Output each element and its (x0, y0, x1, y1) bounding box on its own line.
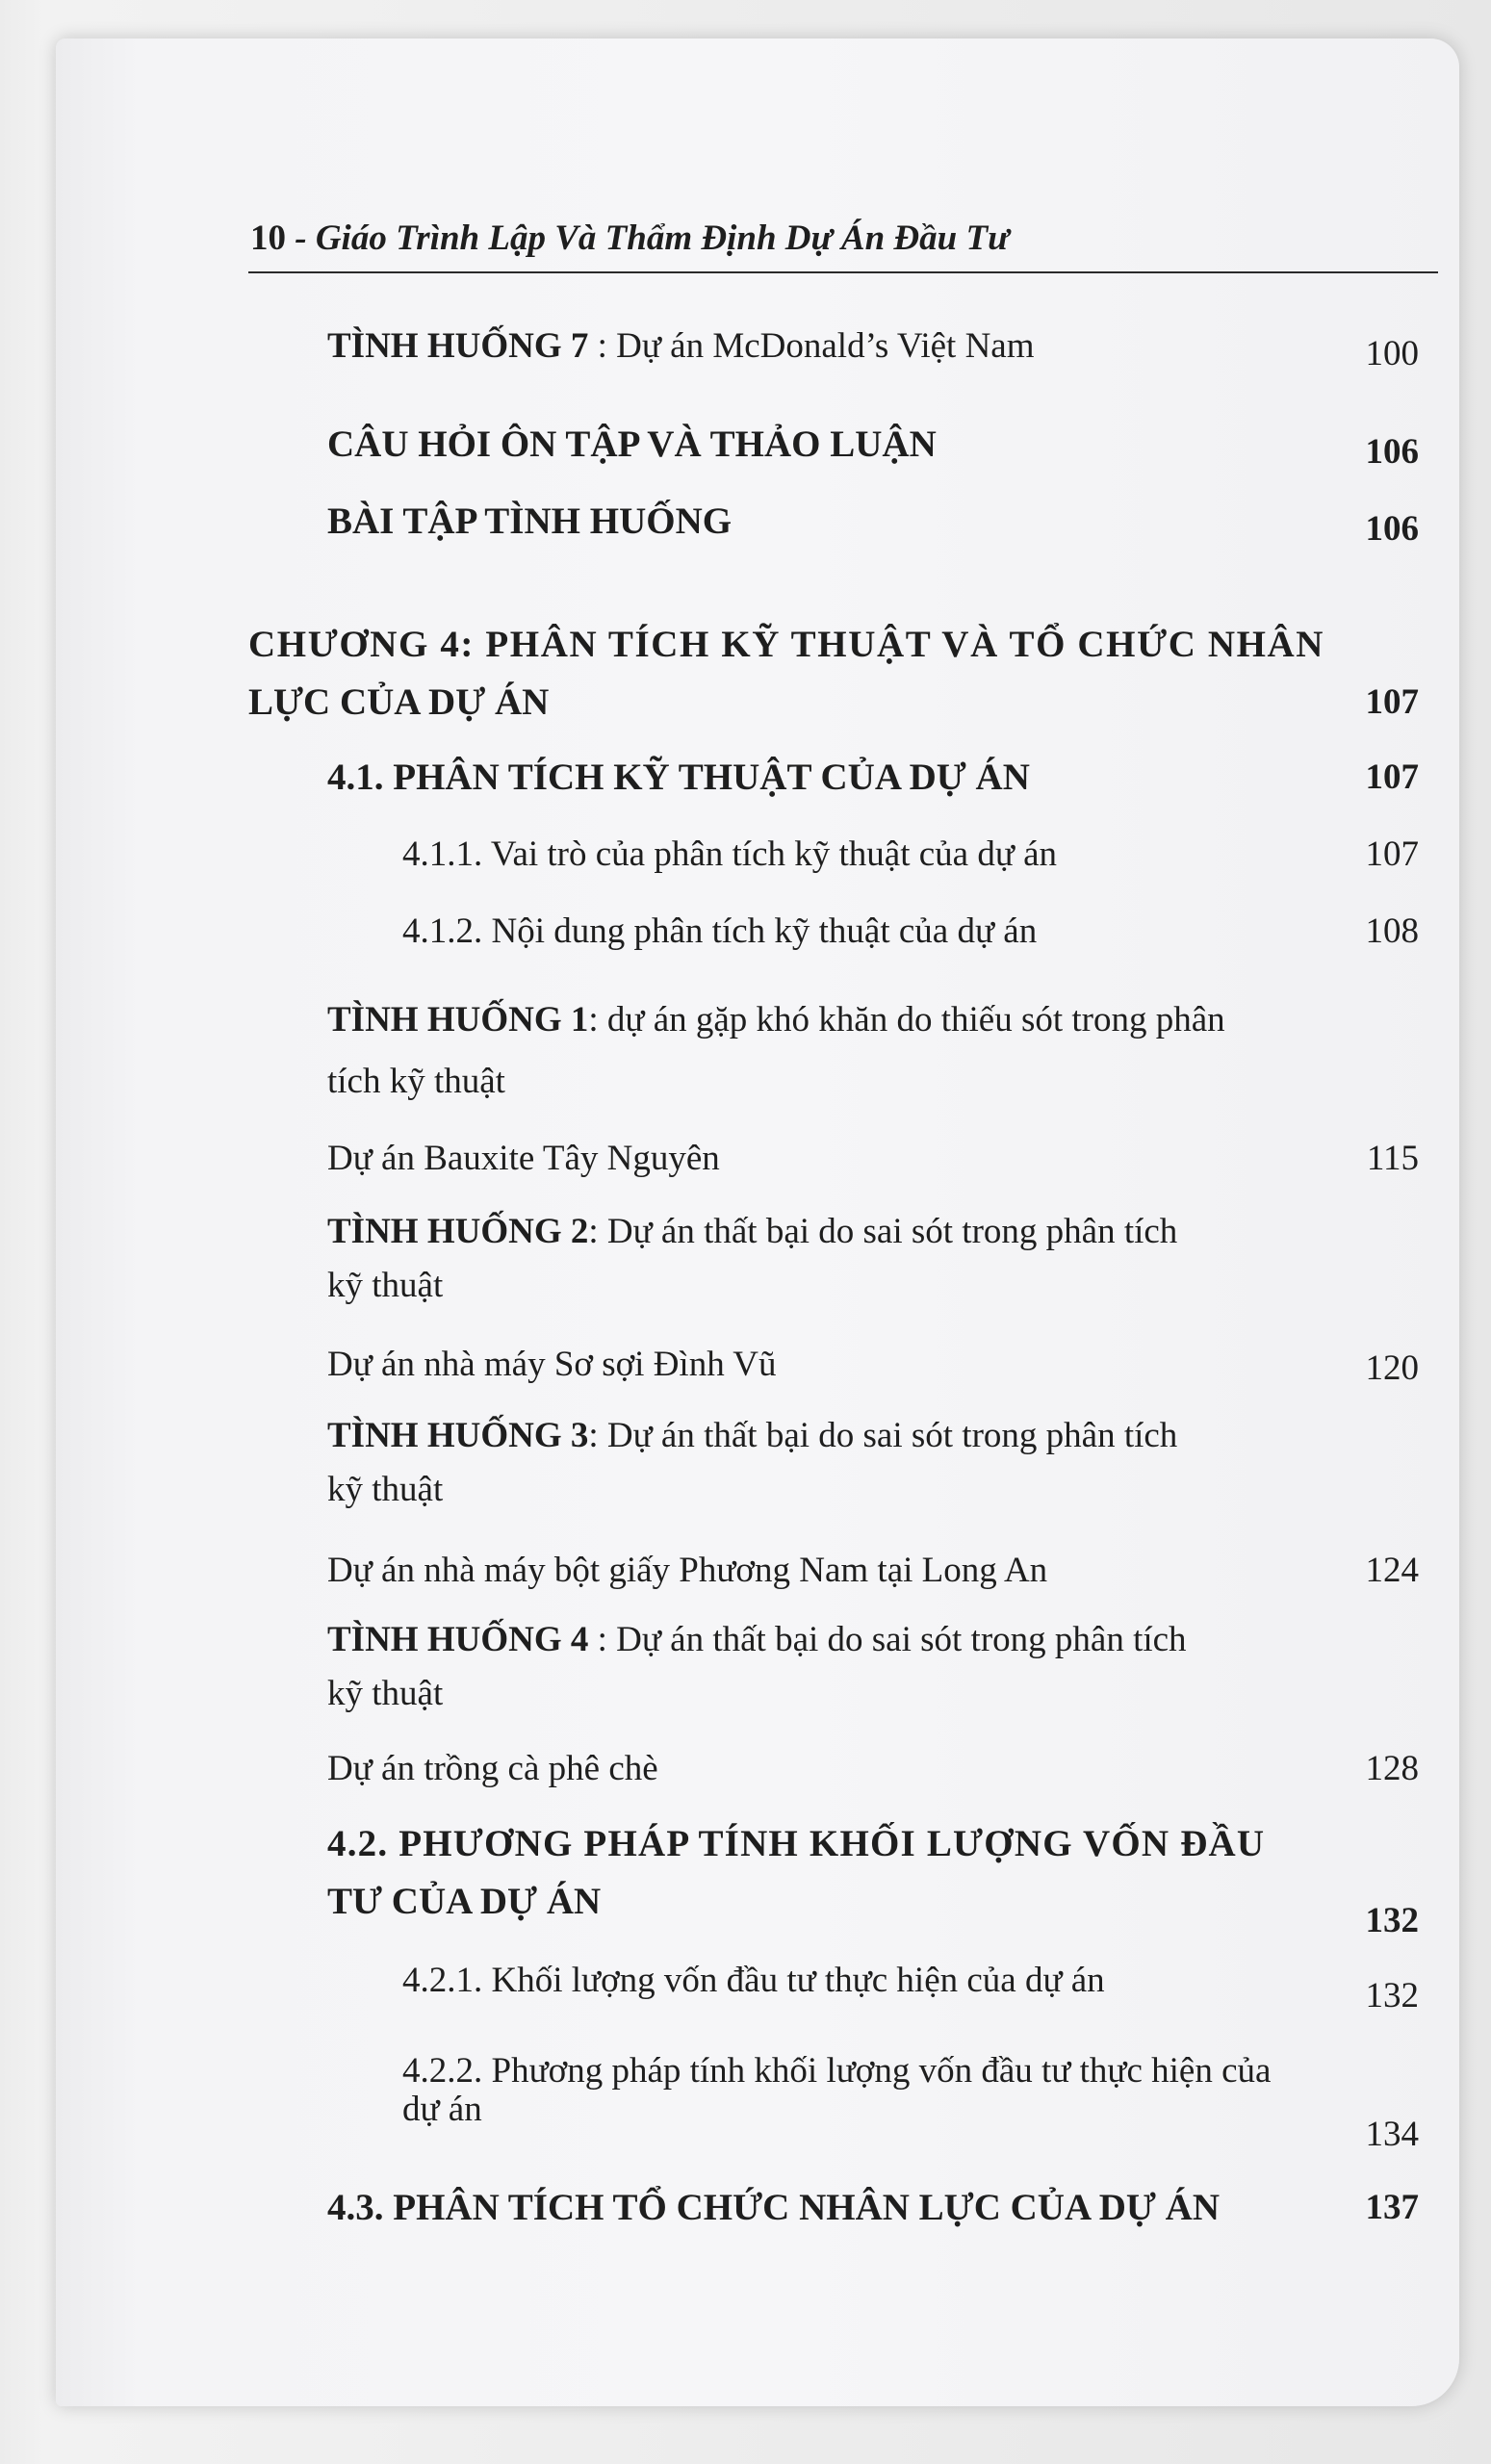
toc-entry-section-4-2-line1: 4.2. PHƯƠNG PHÁP TÍNH KHỐI LƯỢNG VỐN ĐẦU (327, 1823, 1266, 1864)
page-number: 106 (1365, 509, 1419, 549)
toc-entry-section-4-2-2-line2: dự án (402, 2090, 482, 2129)
entry-text: : Dự án McDonald’s Việt Nam (588, 326, 1035, 366)
page-number: 115 (1366, 1139, 1419, 1178)
entry-text: : dự án gặp khó khăn do thiếu sót trong phân (588, 1000, 1225, 1040)
toc-entry-dinh-vu-project: Dự án nhà máy Sơ sợi Đình Vũ (327, 1345, 777, 1384)
toc-entry-review-questions: CÂU HỎI ÔN TẬP VÀ THẢO LUẬN (327, 424, 937, 465)
case-label: TÌNH HUỐNG 2 (327, 1212, 589, 1251)
page-number: 132 (1365, 1901, 1419, 1940)
page-number: 107 (1365, 757, 1419, 797)
toc-entry-case-4-line1 (327, 1617, 1187, 1663)
header-page-number: 10 (250, 218, 286, 258)
toc-entry-case-1-line2: tích kỹ thuật (327, 1062, 505, 1101)
toc-entry-coffee-project: Dự án trồng cà phê chè (327, 1749, 658, 1788)
page-number: 106 (1365, 432, 1419, 472)
toc-entry-case-3-line1 (327, 1413, 1177, 1459)
entry-text: : Dự án thất bại do sai sót trong phân tích (588, 1620, 1187, 1659)
toc-entry-case-3-line2: kỹ thuật (327, 1470, 444, 1509)
page-number: 107 (1365, 834, 1419, 874)
case-label: TÌNH HUỐNG 4 (327, 1620, 589, 1659)
toc-entry-section-4-3: 4.3. PHÂN TÍCH TỔ CHỨC NHÂN LỰC CỦA DỰ ÁN (327, 2187, 1220, 2228)
page-number: 137 (1365, 2188, 1419, 2227)
toc-entry-chapter-4-line1: CHƯƠNG 4: PHÂN TÍCH KỸ THUẬT VÀ TỔ CHỨC NHÂN (248, 624, 1325, 665)
case-label: TÌNH HUỐNG 3 (327, 1416, 589, 1455)
page-number: 132 (1365, 1976, 1419, 2015)
toc-entry-section-4-2-1: 4.2.1. Khối lượng vốn đầu tư thực hiện của dự án (402, 1961, 1105, 2000)
page-number: 100 (1365, 334, 1419, 373)
page-number: 124 (1365, 1551, 1419, 1590)
page-number: 108 (1365, 911, 1419, 951)
header-book-title: - Giáo Trình Lập Và Thẩm Định Dự Án Đầu Tư (295, 218, 1010, 258)
toc-entry-chapter-4-line2: LỰC CỦA DỰ ÁN (248, 681, 550, 723)
toc-entry-case-7 (327, 323, 1035, 370)
toc-entry-case-2-line2: kỹ thuật (327, 1266, 444, 1305)
page-number: 107 (1365, 682, 1419, 722)
case-label: TÌNH HUỐNG 7 (327, 326, 589, 366)
toc-entry-phuong-nam-project: Dự án nhà máy bột giấy Phương Nam tại Long An (327, 1551, 1048, 1590)
page-number: 120 (1365, 1348, 1419, 1388)
toc-entry-section-4-1: 4.1. PHÂN TÍCH KỸ THUẬT CỦA DỰ ÁN (327, 757, 1030, 798)
toc-entry-case-exercises: BÀI TẬP TÌNH HUỐNG (327, 500, 733, 542)
toc-entry-case-2-line1 (327, 1209, 1177, 1255)
toc-entry-bauxite-project: Dự án Bauxite Tây Nguyên (327, 1139, 720, 1178)
toc-entry-case-4-line2: kỹ thuật (327, 1674, 444, 1713)
toc-entry-section-4-2-2-line1: 4.2.2. Phương pháp tính khối lượng vốn đầu tư thực hiện của (402, 2051, 1272, 2091)
entry-text: : Dự án thất bại do sai sót trong phân tích (588, 1416, 1178, 1455)
table-of-contents (56, 38, 1459, 2406)
toc-entry-section-4-1-2: 4.1.2. Nội dung phân tích kỹ thuật của dự án (402, 911, 1038, 951)
book-page (56, 38, 1459, 2406)
case-label: TÌNH HUỐNG 1 (327, 1000, 589, 1040)
toc-entry-section-4-1-1: 4.1.1. Vai trò của phân tích kỹ thuật của dự án (402, 834, 1058, 874)
toc-entry-case-1-line1 (327, 997, 1225, 1043)
page-number: 128 (1365, 1749, 1419, 1788)
toc-entry-section-4-2-line2: TƯ CỦA DỰ ÁN (327, 1881, 602, 1922)
entry-text: : Dự án thất bại do sai sót trong phân tích (588, 1212, 1178, 1251)
page-number: 134 (1365, 2115, 1419, 2154)
